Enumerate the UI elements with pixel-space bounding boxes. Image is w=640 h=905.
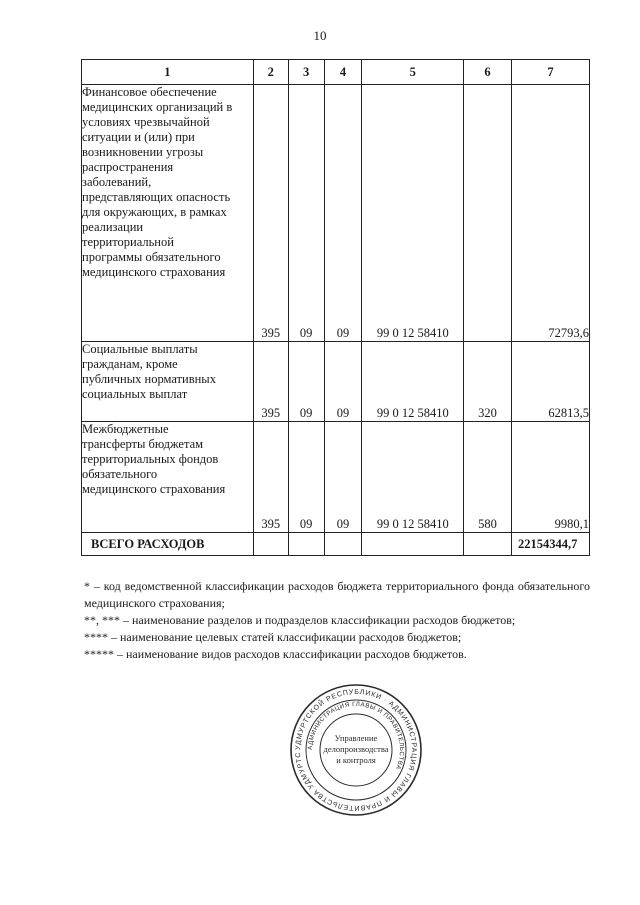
expenditure-table [81, 59, 590, 556]
footnote: ***** – наименование видов расходов классификации расходов бюджетов. [84, 647, 467, 661]
cell-subsection: 09 [324, 342, 362, 422]
stamp-seal-icon [288, 682, 424, 818]
cell-ministry-code: 395 [253, 422, 288, 533]
cell-expense-type: 580 [464, 422, 512, 533]
cell-section: 09 [288, 342, 324, 422]
cell-target-article: 99 0 12 58410 [362, 422, 464, 533]
page-number: 10 [313, 28, 327, 43]
cell-target-article: 99 0 12 58410 [362, 342, 464, 422]
table-row [82, 85, 590, 342]
cell-section: 09 [288, 422, 324, 533]
empty-cell [253, 533, 288, 556]
footnote: **, *** – наименование разделов и подразделов классификации расходов бюджетов; [84, 613, 516, 627]
total-label: ВСЕГО РАСХОДОВ [82, 533, 254, 556]
empty-cell [362, 533, 464, 556]
stamp-outer-text: УДМУРТСКОЙ РЕСПУБЛИКИ · АДМИНИСТРАЦИЯ ГЛАВЫ И ПРАВИТЕЛЬСТВА УДМУРТС [294, 688, 418, 812]
column-header: 3 [288, 60, 324, 85]
cell-ministry-code: 395 [253, 85, 288, 342]
row-name: Финансовое обеспечение медицинских организаций в условиях чрезвычайной ситуации и (или) при возникновении угрозы распространения заболеваний, представляющих опасность для окружающих, в рамках реализации территориальной программы обязательного медицинского страхования [82, 85, 254, 342]
stamp-center-line: делопроизводства [323, 744, 389, 754]
total-row [82, 533, 590, 556]
column-header: 6 [464, 60, 512, 85]
column-header: 7 [511, 60, 589, 85]
cell-expense-type [464, 85, 512, 342]
cell-expense-type: 320 [464, 342, 512, 422]
column-header: 5 [362, 60, 464, 85]
stamp-inner-text: АДМИНИСТРАЦИЯ ГЛАВЫ И ПРАВИТЕЛЬСТВА [306, 700, 406, 771]
stamp-center-line: и контроля [336, 755, 376, 765]
cell-target-article: 99 0 12 58410 [362, 85, 464, 342]
cell-section: 09 [288, 85, 324, 342]
cell-ministry-code: 395 [253, 342, 288, 422]
cell-subsection: 09 [324, 422, 362, 533]
table-header-row [82, 60, 590, 85]
footnotes [84, 578, 590, 663]
footnote: **** – наименование целевых статей классификации расходов бюджетов; [84, 630, 462, 644]
empty-cell [464, 533, 512, 556]
stamp-center-line: Управление [334, 733, 378, 743]
column-header: 1 [82, 60, 254, 85]
table-row [82, 342, 590, 422]
cell-subsection: 09 [324, 85, 362, 342]
official-stamp [288, 682, 424, 818]
column-header: 4 [324, 60, 362, 85]
row-name: Социальные выплаты гражданам, кроме публичных нормативных социальных выплат [82, 342, 254, 422]
cell-amount: 72793,6 [511, 85, 589, 342]
empty-cell [324, 533, 362, 556]
total-amount: 22154344,7 [511, 533, 589, 556]
table-row [82, 422, 590, 533]
cell-amount: 62813,5 [511, 342, 589, 422]
cell-amount: 9980,1 [511, 422, 589, 533]
row-name: Межбюджетные трансферты бюджетам территориальных фондов обязательного медицинского страхования [82, 422, 254, 533]
column-header: 2 [253, 60, 288, 85]
empty-cell [288, 533, 324, 556]
footnote: * – код ведомственной классификации расходов бюджета территориального фонда обязательного медицинского страхования; [84, 579, 590, 610]
